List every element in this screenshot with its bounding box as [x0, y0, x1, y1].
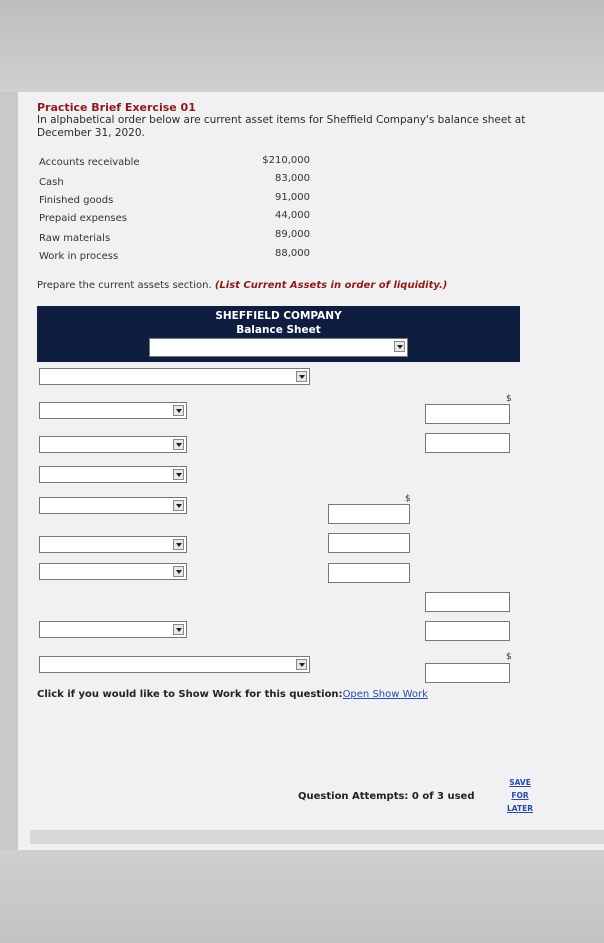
account-select-1[interactable]	[39, 402, 187, 419]
item-label: Accounts receivable	[39, 157, 140, 168]
item-label: Prepaid expenses	[39, 213, 127, 224]
amount-input[interactable]	[425, 592, 510, 612]
amount-input[interactable]	[328, 533, 410, 553]
amount-input[interactable]	[425, 663, 510, 683]
section-heading-select[interactable]	[39, 368, 310, 385]
chevron-down-icon[interactable]	[296, 659, 307, 670]
open-show-work-link[interactable]: Open Show Work	[342, 689, 428, 700]
chevron-down-icon[interactable]	[173, 469, 184, 480]
date-select[interactable]	[149, 338, 408, 357]
amount-input[interactable]	[328, 504, 410, 524]
account-select-4[interactable]	[39, 497, 187, 514]
item-value: 44,000	[275, 210, 310, 221]
item-value: 91,000	[275, 192, 310, 203]
dollar-sign: $	[506, 394, 512, 404]
item-value: $210,000	[262, 155, 310, 166]
chevron-down-icon[interactable]	[173, 624, 184, 635]
chevron-down-icon[interactable]	[173, 405, 184, 416]
chevron-down-icon[interactable]	[173, 500, 184, 511]
chevron-down-icon[interactable]	[296, 371, 307, 382]
chevron-down-icon[interactable]	[394, 341, 405, 352]
screen-bottom	[0, 850, 604, 943]
dollar-sign: $	[405, 494, 411, 504]
account-select-7[interactable]	[39, 621, 187, 638]
page-divider	[30, 830, 604, 844]
screen-bezel	[0, 0, 604, 92]
show-work	[37, 689, 428, 700]
account-select-2[interactable]	[39, 436, 187, 453]
instruction-text: Prepare the current assets section.	[37, 280, 212, 291]
amount-input[interactable]	[328, 563, 410, 583]
item-value: 88,000	[275, 248, 310, 259]
amount-input[interactable]	[425, 621, 510, 641]
show-work-prompt: Click if you would like to Show Work for this question:	[37, 689, 343, 700]
account-select-3[interactable]	[39, 466, 187, 483]
save-for-later-link[interactable]: SAVE FOR LATER	[506, 778, 533, 813]
balance-sheet-header	[37, 306, 520, 362]
instruction-emphasis: (List Current Assets in order of liquidity.)	[214, 280, 448, 291]
exercise-title: Practice Brief Exercise 01	[37, 101, 196, 114]
chevron-down-icon[interactable]	[173, 439, 184, 450]
amount-input[interactable]	[425, 433, 510, 453]
item-value: 83,000	[275, 173, 310, 184]
chevron-down-icon[interactable]	[173, 566, 184, 577]
item-label: Finished goods	[39, 195, 114, 206]
item-label: Raw materials	[39, 233, 111, 244]
item-label: Cash	[39, 177, 64, 188]
company-name: SHEFFIELD COMPANY	[215, 310, 342, 322]
item-value: 89,000	[275, 229, 310, 240]
account-select-6[interactable]	[39, 563, 187, 580]
exercise-intro: In alphabetical order below are current asset items for Sheffield Company's balance sheet at December 31, 2020.	[37, 114, 526, 139]
account-select-5[interactable]	[39, 536, 187, 553]
chevron-down-icon[interactable]	[173, 539, 184, 550]
item-label: Work in process	[39, 251, 119, 262]
amount-input[interactable]	[425, 404, 510, 424]
total-heading-select[interactable]	[39, 656, 310, 673]
question-attempts: Question Attempts: 0 of 3 used	[298, 791, 475, 802]
instruction	[37, 280, 447, 291]
statement-name: Balance Sheet	[236, 324, 321, 336]
dollar-sign: $	[506, 652, 512, 662]
